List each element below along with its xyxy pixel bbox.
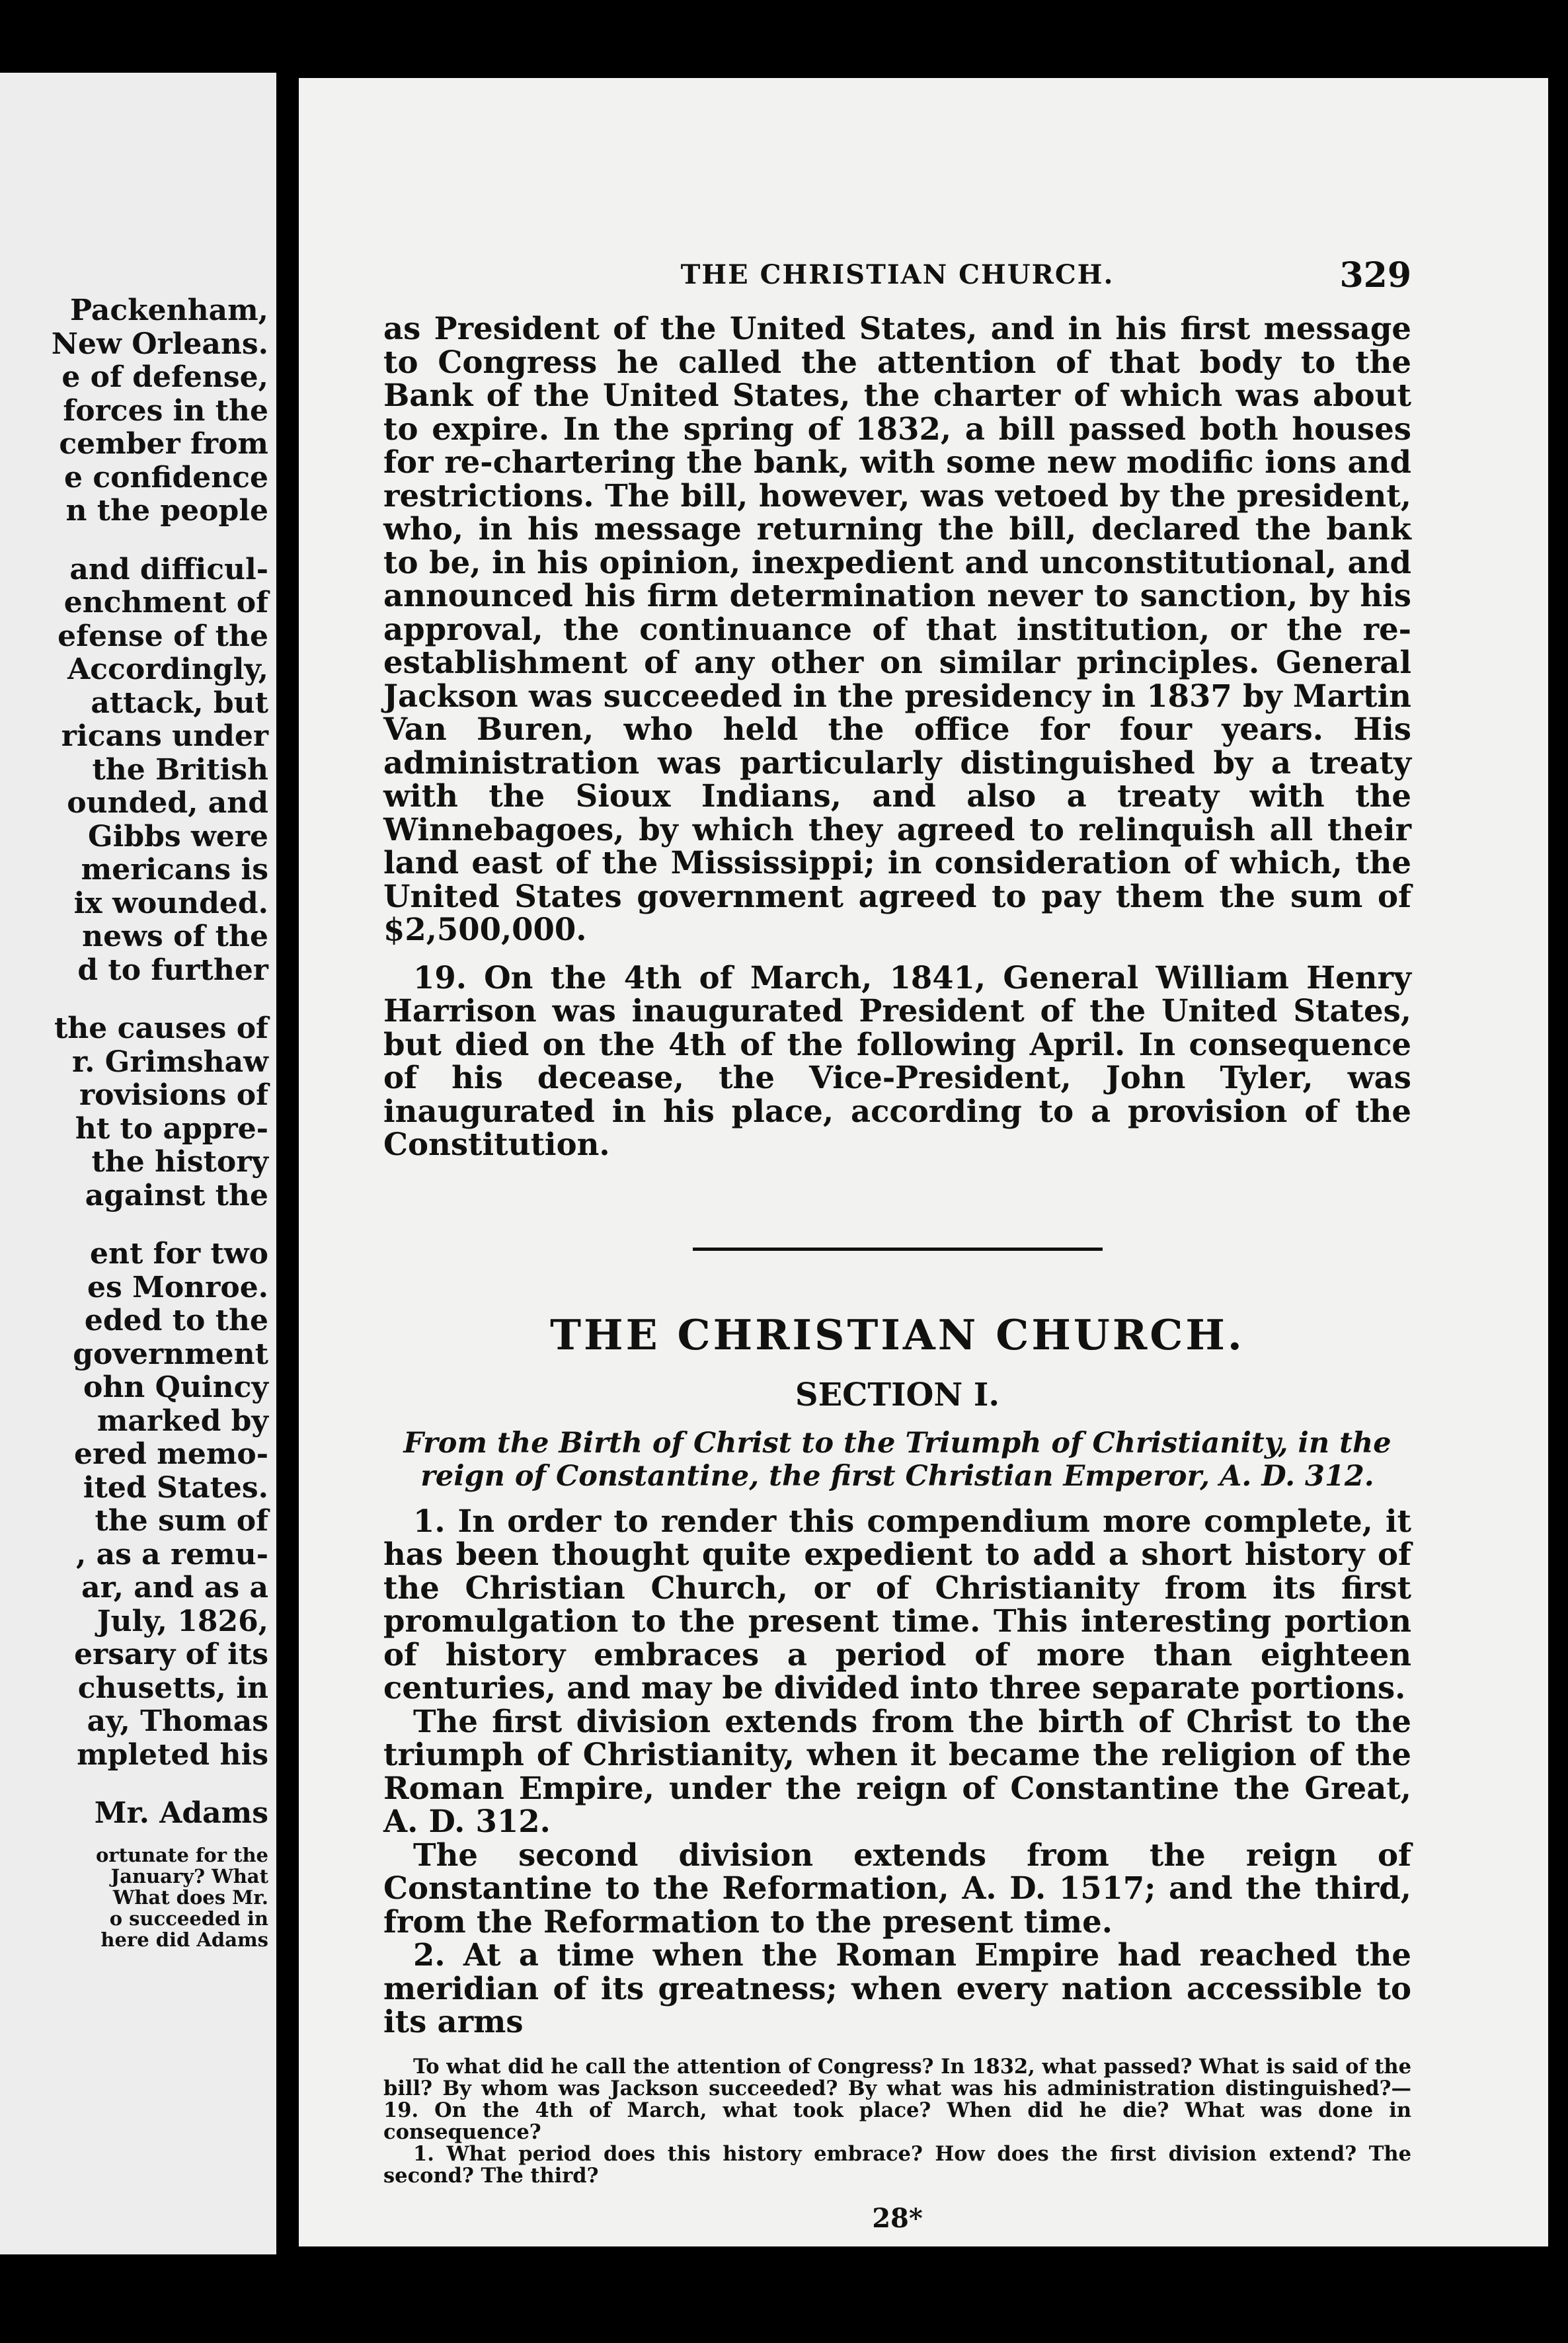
- left-page-line: d to further: [77, 953, 268, 987]
- left-page-line: ited States.: [83, 1470, 268, 1505]
- left-footnote-line: here did Adams: [100, 1928, 268, 1951]
- left-page-line: the British: [92, 752, 268, 787]
- left-line-gap: [0, 987, 268, 1012]
- left-page-line: Gibbs were: [88, 819, 268, 854]
- left-line-gap: [0, 1212, 268, 1238]
- page-number: 329: [1339, 255, 1411, 296]
- chapter-title: THE CHRISTIAN CHURCH.: [550, 1310, 1245, 1359]
- left-page-line: e of defense,: [61, 360, 268, 394]
- left-line-gap: [0, 528, 268, 553]
- left-page-line: the sum of: [95, 1504, 268, 1538]
- left-page-line: ered memo-: [74, 1437, 268, 1471]
- left-page-line: es Monroe.: [87, 1270, 268, 1304]
- left-page-line: r. Grimshaw: [72, 1045, 268, 1079]
- left-page-line: ohn Quincy: [83, 1370, 268, 1404]
- left-page-line: marked by: [97, 1404, 268, 1438]
- footnote-questions-1: 1. What period does this history embrace? How does the first division extend? The second? The third?: [383, 2141, 1411, 2188]
- left-footnote-line: January? What: [110, 1865, 268, 1887]
- left-page-line: Mr. Adams: [94, 1796, 268, 1830]
- running-title: THE CHRISTIAN CHURCH.: [680, 259, 1115, 290]
- left-page-line: ounded, and: [67, 786, 268, 820]
- left-page-line: cember from: [59, 427, 268, 461]
- page-content: [383, 255, 1411, 2234]
- left-page-line: July, 1826,: [97, 1604, 268, 1638]
- section-subtitle: From the Birth of Christ to the Triumph of Christianity, in the reign of Constantine, the first Christian Emperor, A. D. 312.: [403, 1426, 1392, 1493]
- left-page-line: ay, Thomas: [87, 1704, 268, 1738]
- left-footnote-line: ortunate for the: [95, 1844, 268, 1866]
- left-page-line: ht to appre-: [75, 1111, 268, 1146]
- left-footnote-line: o succeeded in: [109, 1907, 268, 1930]
- signature-mark: 28*: [872, 2202, 923, 2234]
- left-page-line: New Orleans.: [51, 327, 268, 361]
- footnote-questions-19: To what did he call the attention of Congress? In 1832, what passed? What is said of the bill? By whom was Jackson succeeded? By what was his administration distinguished?—19. On the 4th of March, what took place? When did he die? What was done in consequence?: [383, 2054, 1411, 2144]
- paragraph-roman-empire: 2. At a time when the Roman Empire had reached the meridian of its greatness; when every nation accessible to its arms: [383, 1936, 1411, 2040]
- left-page-line: chusetts, in: [77, 1671, 268, 1705]
- left-page-line: ix wounded.: [73, 886, 268, 920]
- left-page-line: against the: [85, 1178, 268, 1212]
- left-page-line: n the people: [65, 494, 268, 528]
- left-page-line: ar, and as a: [81, 1571, 268, 1605]
- left-page-line: news of the: [82, 920, 268, 953]
- left-page-line: Packenham,: [69, 294, 268, 327]
- left-page-line: government: [73, 1337, 268, 1371]
- left-footnote-line: What does Mr.: [112, 1886, 268, 1909]
- footnotes: [383, 2056, 1411, 2187]
- left-page-text: [0, 294, 268, 1831]
- left-page-line: efense of the: [58, 619, 268, 653]
- left-page-line: mpleted his: [77, 1737, 268, 1772]
- paragraph-second-division: The second division extends from the reign of Constantine to the Reformation, A. D. 1517; and the third, from the Reformation to the present time.: [383, 1836, 1411, 1940]
- left-page-line: attack, but: [91, 686, 268, 720]
- left-page-line: and difficul-: [69, 552, 268, 586]
- left-page-footnotes: [96, 1845, 268, 1950]
- left-page-line: Accordingly,: [67, 653, 268, 686]
- left-page-line: ersary of its: [74, 1638, 268, 1671]
- left-page-line: the history: [91, 1145, 268, 1179]
- left-page-line: e confidence: [64, 460, 268, 495]
- section-divider: [693, 1248, 1103, 1251]
- left-page-line: rovisions of: [79, 1078, 268, 1112]
- left-page-line: mericans is: [81, 853, 268, 887]
- left-page-line: eded to the: [84, 1304, 268, 1337]
- left-page-line: ricans under: [61, 719, 268, 753]
- left-page-line: forces in the: [63, 393, 268, 428]
- paragraph-first-division: The first division extends from the birth of Christ to the triumph of Christianity, when it became the religion of the Roman Empire, under the reign of Constantine the Great, A. D. 312.: [383, 1702, 1411, 1839]
- left-line-gap: [0, 1772, 268, 1797]
- left-page-line: , as a remu-: [75, 1537, 268, 1571]
- paragraph-compendium: 1. In order to render this compendium more complete, it has been thought quite expedient to add a short history of the Christian Church, or of Christianity from its first promulgation to the present time. This interesting portion of history embraces a period of more than eighteen centuries, and may be divided into three separate portions.: [383, 1502, 1411, 1706]
- left-page-line: the causes of: [54, 1012, 268, 1045]
- paragraph-harrison: 19. On the 4th of March, 1841, General William Henry Harrison was inaugurated President of the United States, but died on the 4th of the following April. In consequence of his decease, the Vice-President, John Tyler, was inaugurated in his place, according to a provision of the Constitution.: [383, 959, 1411, 1162]
- left-page-line: ent for two: [90, 1237, 268, 1271]
- left-page-line: enchment of: [63, 586, 268, 619]
- book-page: [299, 78, 1548, 2246]
- paragraph-bank-of-united-states: as President of the United States, and in his first message to Congress he called the attention of that body to the Bank of the United States, the charter of which was about to expire. In the spring of 1832, a bill passed both houses for re-chartering the bank, with some new modific ions and restrictions. The bill, however, was vetoed by the president, who, in his message returning the bill, declared the bank to be, in his opinion, inexpedient and unconstitutional, and announced his firm determination never to sanction, by his approval, the continuance of that institution, or the re-establishment of any other on similar principles. General Jackson was succeeded in the presidency in 1837 by Martin Van Buren, who held the office for four years. His administration was particularly distinguished by a treaty with the Sioux Indians, and also a treaty with the Winnebagoes, by which they agreed to relinquish all their land east of the Mississippi; in consideration of which, the United States government agreed to pay them the sum of $2,500,000.: [383, 310, 1411, 947]
- page-header: [383, 255, 1411, 312]
- left-page-fragment: [0, 73, 276, 2254]
- section-title: SECTION I.: [795, 1376, 1000, 1413]
